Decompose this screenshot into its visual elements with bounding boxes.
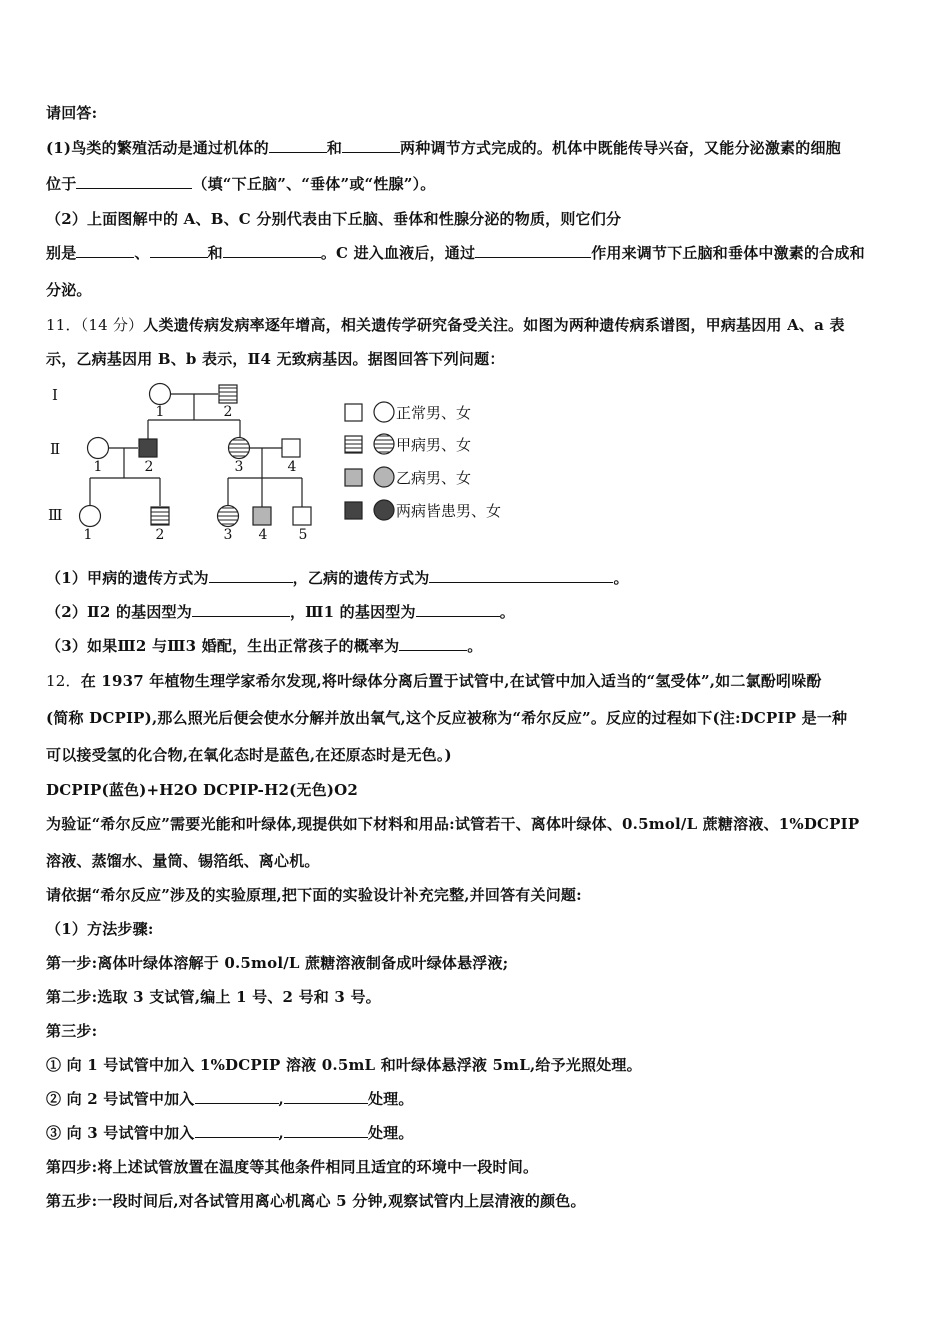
- answer-blank[interactable]: [475, 243, 591, 258]
- answer-blank[interactable]: [269, 138, 327, 153]
- individual-I-1: [150, 384, 171, 405]
- answer-blank[interactable]: [76, 243, 134, 258]
- legend-both-male: [345, 502, 362, 519]
- text: ，乙病的遗传方式为: [292, 569, 430, 587]
- text: 和: [207, 244, 223, 262]
- method-heading: （1）方法步骤:: [46, 920, 154, 938]
- pedigree-legend: [345, 402, 501, 520]
- text: 处理。: [367, 1090, 414, 1108]
- q11-stem-line1: [46, 314, 845, 335]
- q11-stem-line2: 示，乙病基因用 B、b 表示，Ⅱ4 无致病基因。据图回答下列问题：: [46, 350, 505, 368]
- text: ③ 向 3 号试管中加入: [46, 1124, 195, 1142]
- text: 作用来调节下丘脑和垂体中激素的合成和: [591, 244, 865, 262]
- step-5: 第五步:一段时间后,对各试管用离心机离心 5 分钟,观察试管内上层清液的颜色。: [46, 1192, 586, 1210]
- individual-III-1: [80, 506, 101, 527]
- answer-blank[interactable]: [209, 568, 293, 583]
- legend-jia-male: [345, 436, 362, 453]
- step-2: 第二步:选取 3 支试管,编上 1 号、2 号和 3 号。: [46, 988, 381, 1006]
- answer-blank[interactable]: [76, 174, 192, 189]
- legend-jia-label: 甲病男、女: [396, 436, 472, 454]
- answer-blank[interactable]: [284, 1123, 368, 1138]
- answer-blank[interactable]: [192, 602, 290, 617]
- text: 人类遗传病发病率逐年增高，相关遗传学研究备受关注。如图为两种遗传病系谱图，甲病基因用 A、a 表: [143, 316, 845, 334]
- legend-yi-female: [374, 467, 394, 487]
- text: 别是: [46, 244, 77, 262]
- individual-I-2: [219, 385, 237, 403]
- answer-blank[interactable]: [150, 243, 208, 258]
- text: （2）Ⅱ2 的基因型为: [46, 603, 192, 621]
- legend-normal-female: [374, 402, 394, 422]
- q12-line2: (简称 DCPIP),那么照光后便会使水分解并放出氧气,这个反应被称为“希尔反应”。反应的过程如下(注:DCPIP 是一种: [46, 709, 848, 727]
- legend-both-label: 两病皆患男、女: [396, 502, 502, 520]
- generation-II-label: Ⅱ: [50, 440, 61, 458]
- answer-blank[interactable]: [399, 636, 467, 651]
- text: 。C 进入血液后，通过: [320, 244, 476, 262]
- text: 在 1937 年植物生理学家希尔发现,将叶绿体分离后置于试管中,在试管中加入适当的“氢受体”,如二氯酚吲哚酚: [80, 672, 822, 690]
- step-1: 第一步:离体叶绿体溶解于 0.5mol/L 蔗糖溶液制备成叶绿体悬浮液;: [46, 954, 509, 972]
- individual-II-2: [139, 439, 157, 457]
- materials-line1: 为验证“希尔反应”需要光能和叶绿体,现提供如下材料和用品:试管若干、离体叶绿体、0.5mol/L 蔗糖溶液、1%DCPIP: [46, 815, 860, 833]
- legend-both-female: [374, 500, 394, 520]
- instruction: 请依据“希尔反应”涉及的实验原理,把下面的实验设计补充完整,并回答有关问题:: [46, 886, 582, 904]
- q12-line1: [46, 670, 822, 691]
- label-I-2: 2: [223, 404, 233, 420]
- q11-3: [46, 635, 483, 656]
- text: ,: [278, 1124, 284, 1142]
- text: 位于: [46, 175, 77, 193]
- step-3-tube-2: [46, 1088, 414, 1109]
- individual-III-2: [151, 507, 169, 525]
- legend-normal-male: [345, 404, 362, 421]
- individual-II-3: [229, 438, 250, 459]
- answer-blank[interactable]: [284, 1089, 368, 1104]
- label-III-3: 3: [223, 527, 233, 543]
- q11-1: [46, 567, 629, 588]
- generation-I-label: Ⅰ: [52, 386, 58, 404]
- answer-prompt: 请回答:: [46, 104, 98, 122]
- text: 、: [134, 244, 150, 262]
- text: 。: [467, 637, 483, 655]
- individual-III-3: [218, 506, 239, 527]
- label-II-4: 4: [287, 459, 297, 475]
- individual-III-4: [253, 507, 271, 525]
- individual-II-4: [282, 439, 300, 457]
- text: 处理。: [367, 1124, 414, 1142]
- step-3: 第三步:: [46, 1022, 98, 1040]
- question-number: 12．: [46, 672, 81, 690]
- materials-line2: 溶液、蒸馏水、量筒、锡箔纸、离心机。: [46, 852, 320, 870]
- legend-yi-male: [345, 469, 362, 486]
- text: （填“下丘脑”、“垂体”或“性腺”）。: [192, 175, 436, 193]
- individual-III-5: [293, 507, 311, 525]
- label-III-1: 1: [83, 527, 93, 543]
- answer-blank[interactable]: [416, 602, 500, 617]
- text: （3）如果Ⅲ2 与Ⅲ3 婚配，生出正常孩子的概率为: [46, 637, 400, 655]
- text: (1)鸟类的繁殖活动是通过机体的: [46, 139, 269, 157]
- q10-2-line3: 分泌。: [46, 281, 92, 299]
- legend-normal-label: 正常男、女: [396, 404, 472, 422]
- reaction-equation: DCPIP(蓝色)+H2O DCPIP-H2(无色)O2: [46, 781, 359, 799]
- label-I-1: 1: [155, 404, 165, 420]
- label-III-4: 4: [258, 527, 268, 543]
- text: 两种调节方式完成的。机体中既能传导兴奋，又能分泌激素的细胞: [400, 139, 841, 157]
- question-number: 11．（14 分）: [46, 316, 144, 334]
- text: ② 向 2 号试管中加入: [46, 1090, 195, 1108]
- individual-II-1: [88, 438, 109, 459]
- q12-line3: 可以接受氢的化合物,在氧化态时是蓝色,在还原态时是无色。): [46, 746, 452, 764]
- step-3-tube-1: ① 向 1 号试管中加入 1%DCPIP 溶液 0.5mL 和叶绿体悬浮液 5mL,给予光照处理。: [46, 1056, 642, 1074]
- label-III-5: 5: [298, 527, 308, 543]
- answer-blank[interactable]: [195, 1123, 279, 1138]
- step-4: 第四步:将上述试管放置在温度等其他条件相同且适宜的环境中一段时间。: [46, 1158, 539, 1176]
- q10-1-line2: [46, 173, 435, 194]
- label-II-1: 1: [93, 459, 103, 475]
- generation-III-label: Ⅲ: [48, 506, 63, 524]
- text: ，Ⅲ1 的基因型为: [289, 603, 416, 621]
- text: 和: [326, 139, 343, 157]
- q10-2-line1: （2）上面图解中的 A、B、C 分别代表由下丘脑、垂体和性腺分泌的物质，则它们分: [46, 210, 622, 228]
- q10-2-line2: [46, 242, 865, 263]
- answer-blank[interactable]: [342, 138, 400, 153]
- label-III-2: 2: [155, 527, 165, 543]
- answer-blank[interactable]: [223, 243, 321, 258]
- answer-blank[interactable]: [195, 1089, 279, 1104]
- legend-jia-female: [374, 434, 394, 454]
- q11-2: [46, 601, 515, 622]
- pedigree-chart: [40, 374, 520, 546]
- legend-yi-label: 乙病男、女: [396, 469, 472, 487]
- label-II-2: 2: [144, 459, 154, 475]
- text: （1）甲病的遗传方式为: [46, 569, 209, 587]
- text: 。: [613, 569, 629, 587]
- text: ,: [278, 1090, 284, 1108]
- q10-1-line1: [46, 137, 841, 158]
- step-3-tube-3: [46, 1122, 414, 1143]
- text: 。: [499, 603, 515, 621]
- label-II-3: 3: [234, 459, 244, 475]
- answer-blank[interactable]: [429, 568, 613, 583]
